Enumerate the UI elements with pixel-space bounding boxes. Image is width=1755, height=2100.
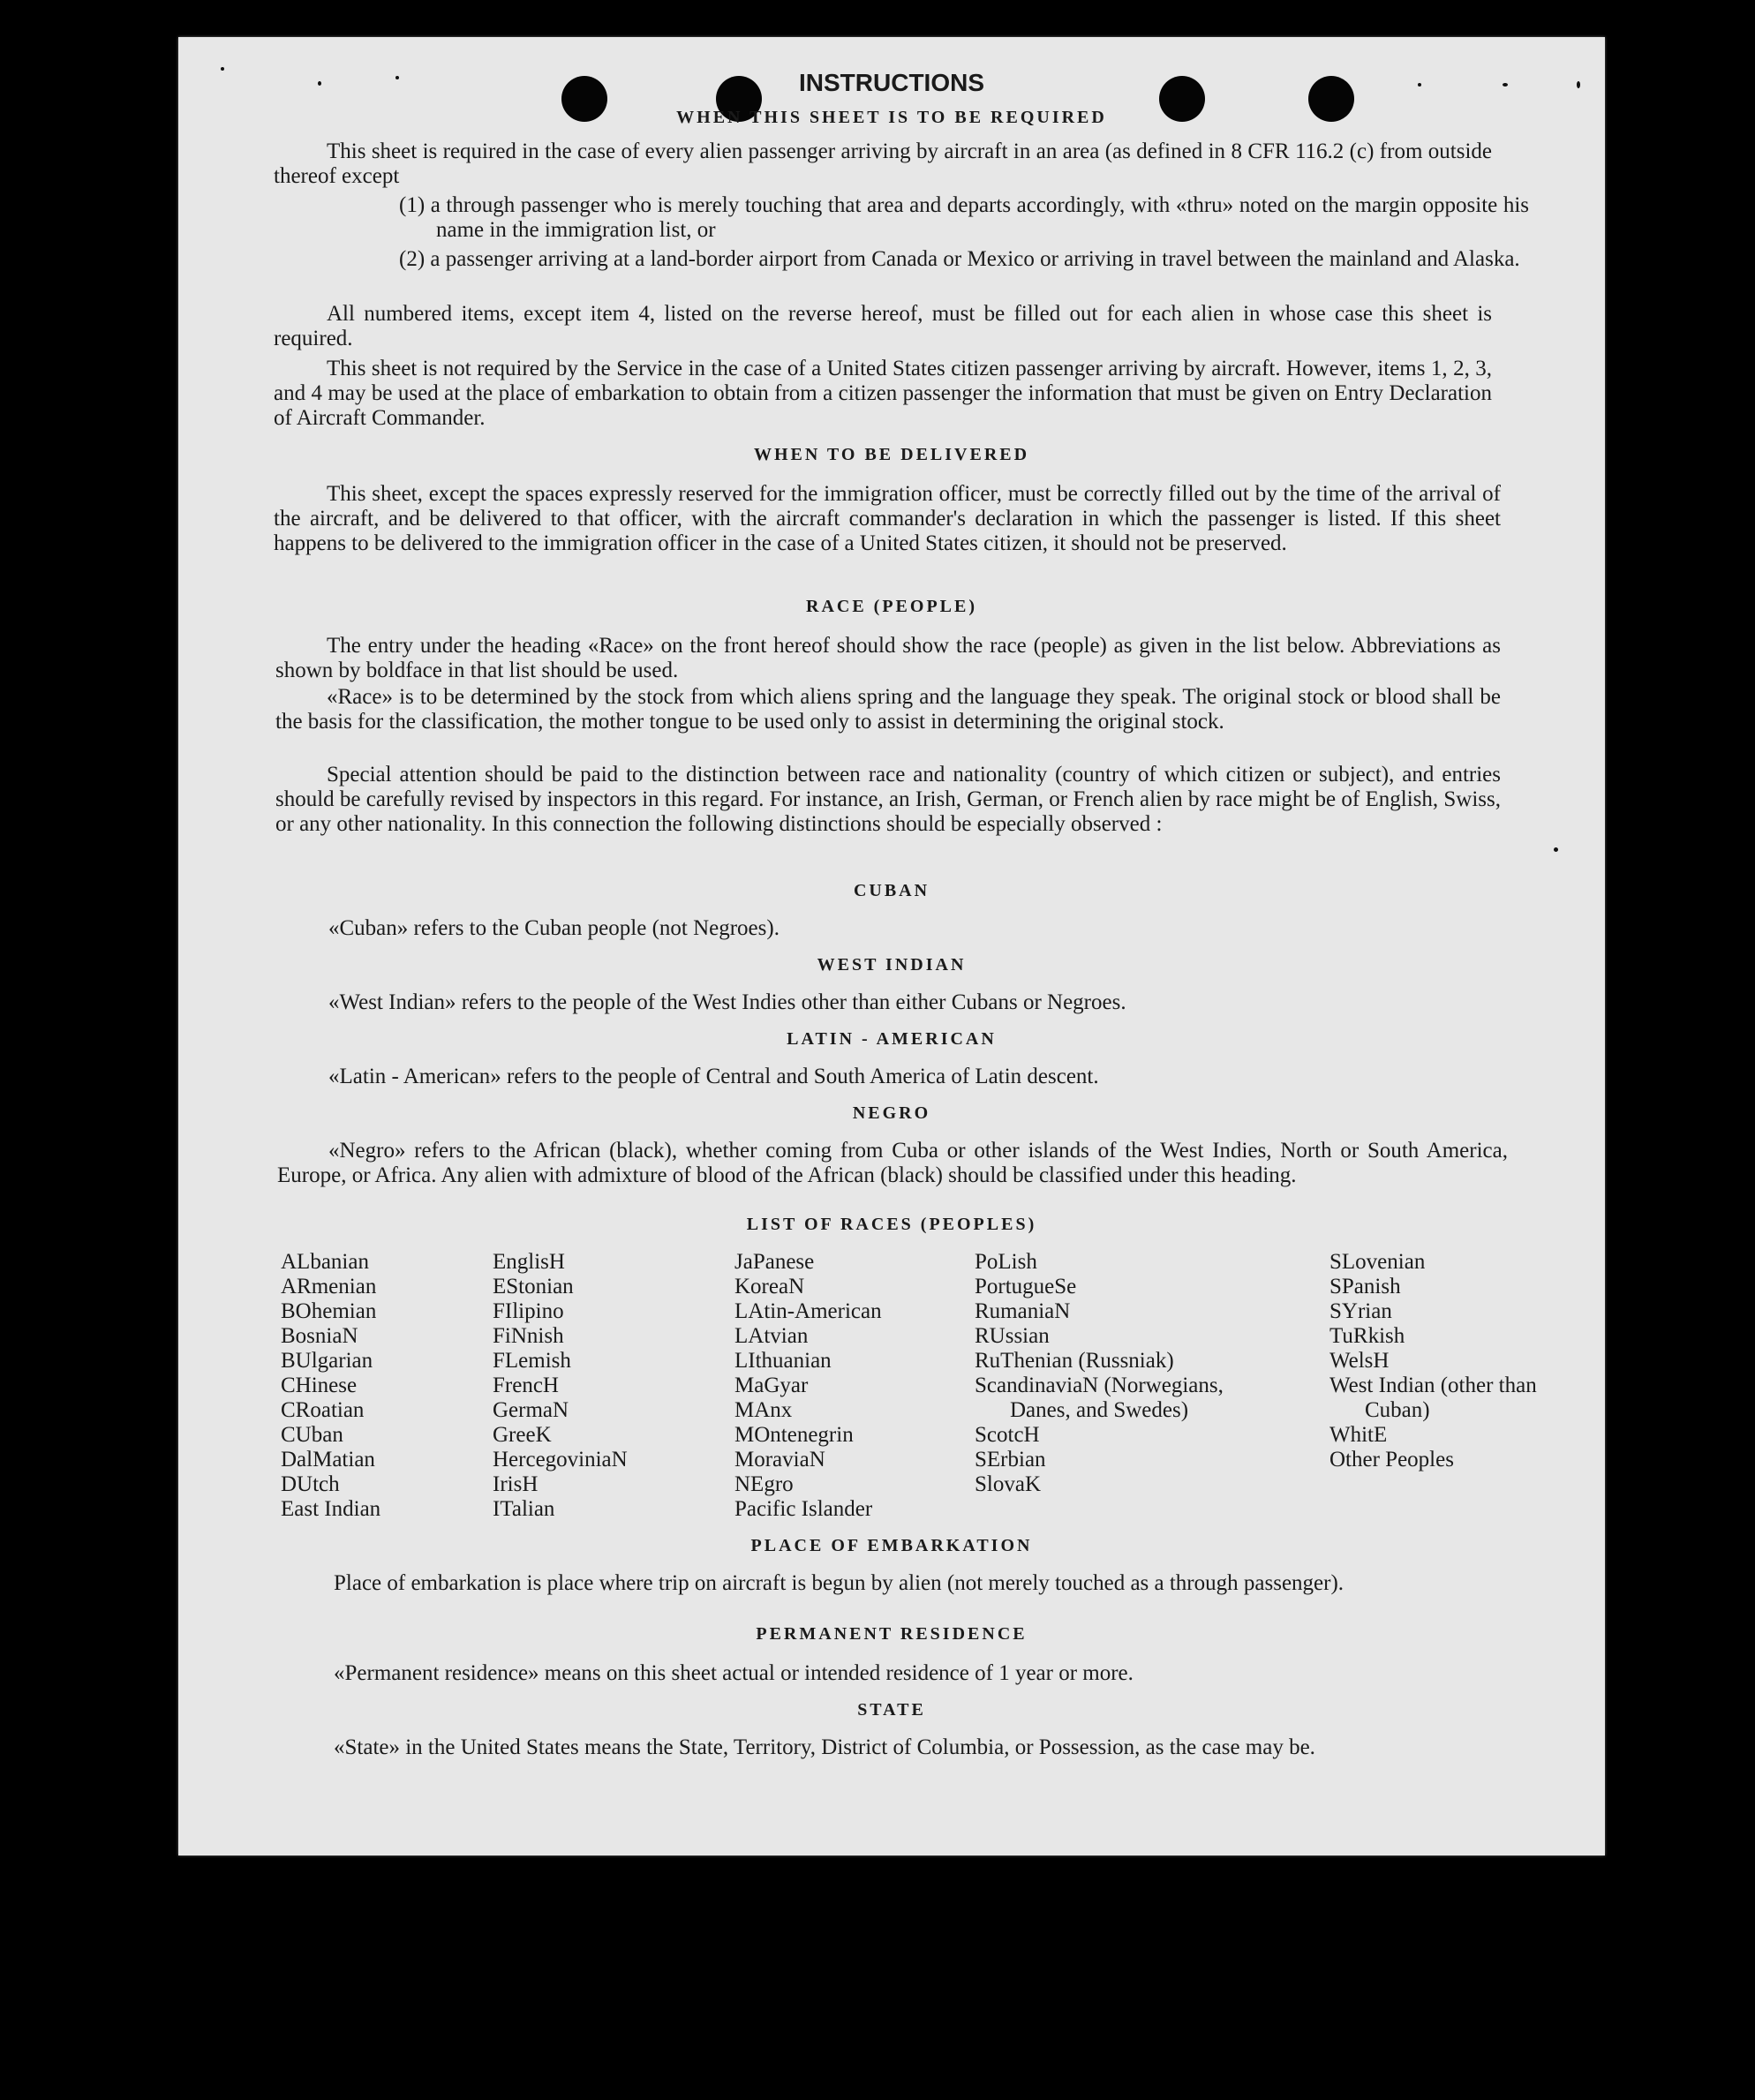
paragraph: The entry under the heading «Race» on the front hereof should show the race (people) as given in the list below. Abbreviations as shown by boldface in that list should be used.: [275, 634, 1501, 682]
document-page: [178, 37, 1605, 1855]
list-item: MoraviaN: [734, 1448, 825, 1472]
list-item: Pacific Islander: [734, 1497, 873, 1521]
paragraph: Special attention should be paid to the distinction between race and nationality (country of which citizen or subject), and entries should be carefully revised by inspectors in this regard. For instance, an Irish, German, or French alien by race might be of English, Swiss, or any other nationality. In this connection the following distinctions should be especially observed :: [275, 763, 1501, 836]
list-item: FIlipino: [493, 1299, 564, 1323]
list-item: CUban: [281, 1423, 343, 1447]
race-list-column-2: [493, 1250, 678, 1522]
list-item: WhitE: [1329, 1423, 1388, 1447]
heading-when-delivered: WHEN TO BE DELIVERED: [753, 445, 1030, 464]
list-item: RumaniaN: [975, 1299, 1071, 1323]
heading-when-required: WHEN THIS SHEET IS TO BE REQUIRED: [676, 108, 1107, 127]
list-item: SYrian: [1329, 1299, 1392, 1323]
race-list-column-4: [975, 1250, 1239, 1497]
list-item: SLovenian: [1329, 1250, 1426, 1274]
paragraph: «West Indian» refers to the people of the West Indies other than either Cubans or Negroes.: [328, 990, 1126, 1014]
list-item: RuThenian (Russniak): [975, 1349, 1174, 1373]
list-item: RUssian: [975, 1324, 1050, 1348]
list-item: EnglisH: [493, 1250, 565, 1274]
list-item: ALbanian: [281, 1250, 369, 1274]
list-item: LIthuanian: [734, 1349, 832, 1373]
list-item: Other Peoples: [1329, 1448, 1454, 1472]
heading-latin-american: LATIN - AMERICAN: [787, 1029, 997, 1049]
list-item: East Indian: [281, 1497, 381, 1521]
heading-list-of-races: LIST OF RACES (PEOPLES): [746, 1215, 1037, 1234]
heading-negro: NEGRO: [852, 1103, 931, 1123]
paragraph: «State» in the United States means the State, Territory, District of Columbia, or Possession, as the case may be.: [334, 1735, 1315, 1759]
list-item: LAtin-American: [734, 1299, 882, 1323]
list-item: IrisH: [493, 1472, 539, 1496]
list-item: MAnx: [734, 1398, 793, 1422]
list-item: GermaN: [493, 1398, 569, 1422]
race-list-column-3: [734, 1250, 938, 1522]
list-item: BOhemian: [281, 1299, 377, 1323]
list-item: ARmenian: [281, 1275, 377, 1298]
paragraph: «Latin - American» refers to the people of Central and South America of Latin descent.: [328, 1065, 1099, 1088]
list-item: EStonian: [493, 1275, 574, 1298]
heading-race: RACE (PEOPLE): [806, 597, 977, 616]
race-list-column-5: [1329, 1250, 1559, 1472]
list-item: SErbian: [975, 1448, 1046, 1472]
heading-cuban: CUBAN: [853, 881, 930, 900]
page-title: INSTRUCTIONS: [799, 69, 984, 96]
speck: [1554, 847, 1558, 852]
list-item: ITalian: [493, 1497, 555, 1521]
paragraph: All numbered items, except item 4, listed on the reverse hereof, must be filled out for each alien in whose case this sheet is required.: [274, 302, 1492, 350]
list-item: SPanish: [1329, 1275, 1401, 1298]
list-item: ScandinaviaN (Norwegians, Danes, and Swedes): [975, 1374, 1224, 1422]
list-item: BUlgarian: [281, 1349, 373, 1373]
paragraph: «Race» is to be determined by the stock from which aliens spring and the language they speak. The original stock or blood shall be the basis for the classification, the mother tongue to be used only to assist in determining the original stock.: [275, 685, 1501, 734]
paragraph: Place of embarkation is place where trip on aircraft is begun by alien (not merely touched as a through passenger).: [334, 1571, 1344, 1595]
list-item: ScotcH: [975, 1423, 1040, 1447]
list-item: CHinese: [281, 1374, 358, 1397]
list-item: DUtch: [281, 1472, 340, 1496]
list-item: HercegoviniaN: [493, 1448, 628, 1472]
list-item: TuRkish: [1329, 1324, 1405, 1348]
list-item: MOntenegrin: [734, 1423, 854, 1447]
paragraph: «Negro» refers to the African (black), whether coming from Cuba or other islands of the West Indies, North or South America, Europe, or Africa. Any alien with admixture of blood of the African (black) should be classified under this heading.: [277, 1139, 1508, 1187]
heading-permanent-residence: PERMANENT RESIDENCE: [756, 1624, 1028, 1644]
list-item: MaGyar: [734, 1374, 809, 1397]
list-item: PortugueSe: [975, 1275, 1077, 1298]
list-item: West Indian (other than Cuban): [1329, 1374, 1537, 1422]
list-item: FLemish: [493, 1349, 571, 1373]
paragraph: «Permanent residence» means on this sheet actual or intended residence of 1 year or more.: [334, 1661, 1134, 1685]
heading-place-of-embarkation: PLACE OF EMBARKATION: [750, 1536, 1033, 1555]
list-item: PoLish: [975, 1250, 1037, 1274]
list-item: NEgro: [734, 1472, 794, 1496]
list-item: SlovaK: [975, 1472, 1041, 1496]
list-item: LAtvian: [734, 1324, 809, 1348]
paragraph: This sheet is required in the case of every alien passenger arriving by aircraft in an area (as defined in 8 CFR 116.2 (c) from outside thereof except: [274, 139, 1492, 188]
list-item: KoreaN: [734, 1275, 805, 1298]
heading-state: STATE: [857, 1700, 926, 1720]
heading-west-indian: WEST INDIAN: [817, 955, 967, 975]
list-item: (1) a through passenger who is merely touching that area and departs accordingly, with «thru» noted on the margin opposite his name in the immigration list, or: [399, 193, 1529, 242]
list-item: (2) a passenger arriving at a land-border airport from Canada or Mexico or arriving in travel between the mainland and Alaska.: [399, 247, 1520, 271]
list-item: WelsH: [1329, 1349, 1390, 1373]
list-item: CRoatian: [281, 1398, 365, 1422]
race-list-column-1: [281, 1250, 431, 1522]
paragraph: This sheet is not required by the Service in the case of a United States citizen passenger arriving by aircraft. However, items 1, 2, 3, and 4 may be used at the place of embarkation to obtain from a citizen passenger the information that must be given on Entry Declaration of Aircraft Commander.: [274, 357, 1492, 430]
list-item: FiNnish: [493, 1324, 564, 1348]
list-item: DalMatian: [281, 1448, 375, 1472]
list-item: BosniaN: [281, 1324, 358, 1348]
list-item: FrencH: [493, 1374, 559, 1397]
paragraph: «Cuban» refers to the Cuban people (not Negroes).: [328, 916, 780, 940]
paragraph: This sheet, except the spaces expressly reserved for the immigration officer, must be correctly filled out by the time of the arrival of the aircraft, and be delivered to that officer, with the aircraft commander's declaration in which the passenger is listed. If this sheet happens to be delivered to the immigration officer in the case of a United States citizen, it should not be preserved.: [274, 482, 1501, 555]
list-item: JaPanese: [734, 1250, 815, 1274]
list-item: GreeK: [493, 1423, 552, 1447]
